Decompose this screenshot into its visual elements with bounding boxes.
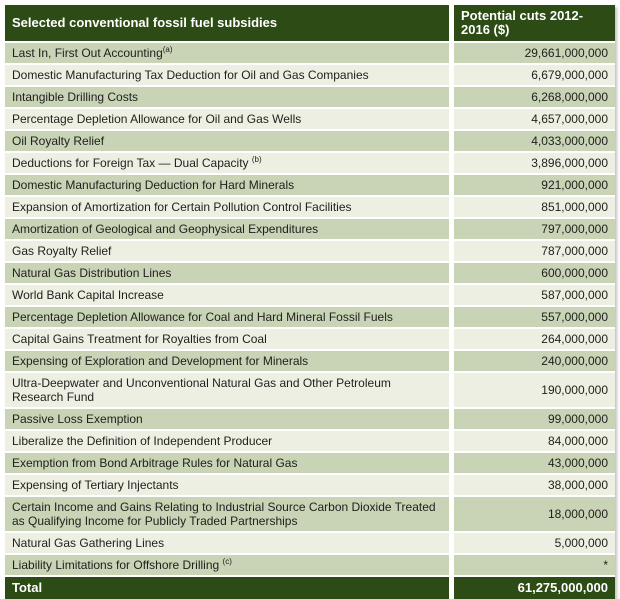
subsidy-label-cell: Expensing of Tertiary Injectants <box>5 475 454 497</box>
subsidy-value-cell: 4,657,000,000 <box>454 109 615 131</box>
subsidy-value-cell: 43,000,000 <box>454 453 615 475</box>
subsidy-value-cell: 190,000,000 <box>454 373 615 409</box>
table-row <box>5 351 615 373</box>
subsidy-value-cell: * <box>454 555 615 577</box>
subsidy-label-cell: Ultra-Deepwater and Unconventional Natural Gas and Other Petroleum Research Fund <box>5 373 454 409</box>
table-row <box>5 241 615 263</box>
subsidy-label-cell: Certain Income and Gains Relating to Industrial Source Carbon Dioxide Treated as Qualifying Income for Publicly Traded Partnerships <box>5 497 454 533</box>
subsidy-label-cell: Liberalize the Definition of Independent Producer <box>5 431 454 453</box>
table-row <box>5 329 615 351</box>
table-row <box>5 197 615 219</box>
subsidy-label-cell: Domestic Manufacturing Tax Deduction for Oil and Gas Companies <box>5 65 454 87</box>
table-row <box>5 219 615 241</box>
subsidy-label-cell: Natural Gas Distribution Lines <box>5 263 454 285</box>
subsidy-label-cell: Oil Royalty Relief <box>5 131 454 153</box>
total-row <box>5 577 615 599</box>
subsidy-value-cell: 3,896,000,000 <box>454 153 615 175</box>
footnote-marker: (a) <box>162 45 173 54</box>
table-body <box>5 43 615 577</box>
table-row <box>5 431 615 453</box>
subsidy-label-cell: Liability Limitations for Offshore Drilling $^{(c)}$ <box>5 555 454 577</box>
subsidy-value-cell: 851,000,000 <box>454 197 615 219</box>
subsidy-value-cell: 5,000,000 <box>454 533 615 555</box>
subsidy-value-cell: 557,000,000 <box>454 307 615 329</box>
table-row <box>5 453 615 475</box>
table-row <box>5 263 615 285</box>
table-row <box>5 109 615 131</box>
subsidy-table <box>5 5 615 599</box>
table-row <box>5 409 615 431</box>
subsidy-label-cell: Domestic Manufacturing Deduction for Hard Minerals <box>5 175 454 197</box>
subsidy-label-cell: Percentage Depletion Allowance for Oil and Gas Wells <box>5 109 454 131</box>
table-row <box>5 307 615 329</box>
subsidy-value-cell: 797,000,000 <box>454 219 615 241</box>
subsidy-value-cell: 921,000,000 <box>454 175 615 197</box>
table-row <box>5 43 615 65</box>
subsidy-label-cell: Last In, First Out Accounting$^{(a)}$ <box>5 43 454 65</box>
table-row <box>5 175 615 197</box>
subsidy-value-cell: 99,000,000 <box>454 409 615 431</box>
table-row <box>5 131 615 153</box>
subsidy-label-cell: Expensing of Exploration and Development for Minerals <box>5 351 454 373</box>
total-label: Total <box>5 577 454 599</box>
subsidy-value-cell: 6,679,000,000 <box>454 65 615 87</box>
subsidy-label-cell: Percentage Depletion Allowance for Coal and Hard Mineral Fossil Fuels <box>5 307 454 329</box>
table-row <box>5 475 615 497</box>
subsidy-label-cell: Amortization of Geological and Geophysical Expenditures <box>5 219 454 241</box>
column-header-potential-cuts: Potential cuts 2012-2016 ($) <box>454 5 615 43</box>
subsidy-label-cell: World Bank Capital Increase <box>5 285 454 307</box>
subsidy-value-cell: 587,000,000 <box>454 285 615 307</box>
header-row <box>5 5 615 43</box>
subsidy-value-cell: 84,000,000 <box>454 431 615 453</box>
subsidy-value-cell: 18,000,000 <box>454 497 615 533</box>
table-row <box>5 87 615 109</box>
table-row <box>5 555 615 577</box>
subsidy-label-cell: Gas Royalty Relief <box>5 241 454 263</box>
table-row <box>5 285 615 307</box>
footnote-marker: (c) <box>222 557 232 566</box>
subsidy-label-cell: Natural Gas Gathering Lines <box>5 533 454 555</box>
subsidy-value-cell: 600,000,000 <box>454 263 615 285</box>
table-row <box>5 533 615 555</box>
subsidy-label-cell: Exemption from Bond Arbitrage Rules for Natural Gas <box>5 453 454 475</box>
column-header-subsidies: Selected conventional fossil fuel subsidies <box>5 5 454 43</box>
table-row <box>5 497 615 533</box>
table-row <box>5 373 615 409</box>
subsidy-label-cell: Capital Gains Treatment for Royalties from Coal <box>5 329 454 351</box>
subsidy-label-cell: Intangible Drilling Costs <box>5 87 454 109</box>
subsidy-value-cell: 38,000,000 <box>454 475 615 497</box>
subsidy-value-cell: 6,268,000,000 <box>454 87 615 109</box>
subsidy-value-cell: 264,000,000 <box>454 329 615 351</box>
subsidy-label-cell: Deductions for Foreign Tax — Dual Capacity $^{(b)}$ <box>5 153 454 175</box>
subsidy-label-cell: Expansion of Amortization for Certain Pollution Control Facilities <box>5 197 454 219</box>
subsidy-value-cell: 4,033,000,000 <box>454 131 615 153</box>
subsidy-value-cell: 240,000,000 <box>454 351 615 373</box>
footnote-marker: (b) <box>251 155 262 164</box>
subsidy-label-cell: Passive Loss Exemption <box>5 409 454 431</box>
subsidy-value-cell: 29,661,000,000 <box>454 43 615 65</box>
table-row <box>5 65 615 87</box>
subsidy-value-cell: 787,000,000 <box>454 241 615 263</box>
table-row <box>5 153 615 175</box>
total-value: 61,275,000,000 <box>454 577 615 599</box>
